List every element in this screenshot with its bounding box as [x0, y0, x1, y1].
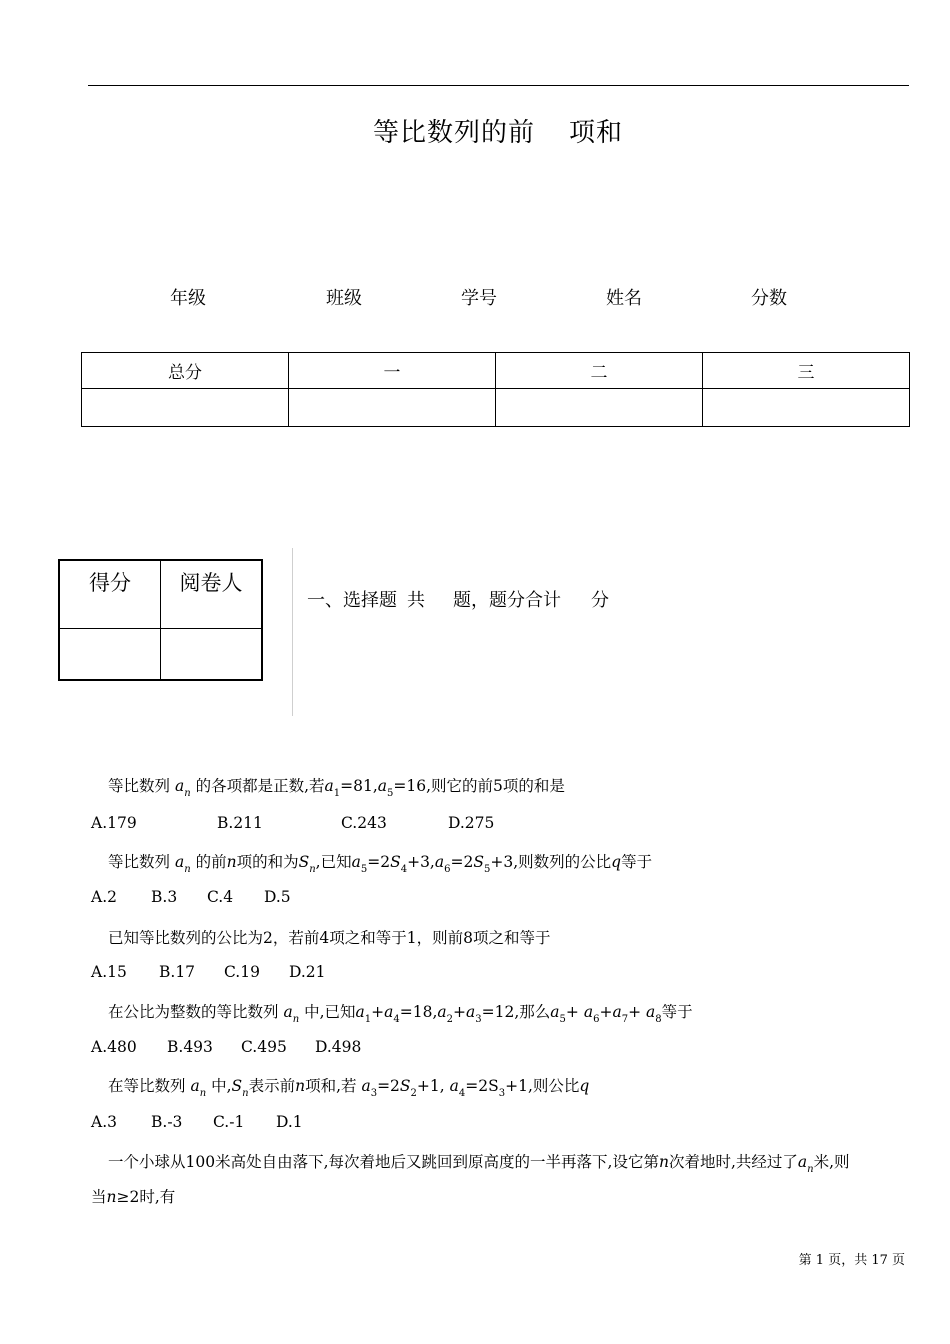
question-5-option-b: B.-3: [151, 1113, 183, 1131]
question-4-option-d: D.498: [315, 1038, 362, 1056]
question-1-option-d: D.275: [448, 814, 495, 832]
question-2-option-a: A.2: [91, 888, 117, 906]
question-3-option-d: D.21: [289, 963, 326, 981]
question-4-option-a: A.480: [91, 1038, 137, 1056]
question-2-option-b: B.3: [151, 888, 178, 906]
score-header-total: 总分: [82, 353, 289, 389]
score-cell-total: [82, 389, 289, 427]
question-5-option-c: C.-1: [213, 1113, 245, 1131]
page-title: 等比数列的前 项和: [372, 118, 624, 148]
question-5-option-d: D.1: [276, 1113, 303, 1131]
question-6-stem-line1: 一个小球从100米高处自由落下,每次着地后又跳回到原高度的一半再落下,设它第n次着地时,共经过了$a_n$米,则: [108, 1153, 850, 1175]
question-5-options: [91, 1113, 303, 1131]
question-3-option-a: A.15: [91, 963, 127, 981]
section-divider: [292, 548, 293, 716]
grader-reviewer-cell: [161, 628, 263, 680]
student-no-label: 学号: [461, 288, 497, 309]
grade-label: 年级: [170, 288, 206, 309]
score-cell-3: [703, 389, 910, 427]
page-footer: 第 1 页，共 17 页: [798, 1253, 905, 1268]
score-header-1: 一: [289, 353, 496, 389]
header-rule: [88, 85, 909, 86]
score-header-3: 三: [703, 353, 910, 389]
question-4-stem: 在公比为整数的等比数列 $a_n$ 中,已知$a_1+a_4=18,a_2+a_3=12$,那么$a_5+ a_6+a_7+ a_8$等于: [108, 1003, 693, 1025]
question-2-stem: 等比数列 $a_n$ 的前n项的和为$S_n$,已知$a_5=2S_4+3,a_6=2S_5+3$,则数列的公比q等于: [108, 853, 653, 875]
question-3-option-b: B.17: [159, 963, 196, 981]
grader-score-label: 得分: [59, 560, 161, 628]
question-4-options: [91, 1038, 361, 1056]
question-4-option-c: C.495: [241, 1038, 287, 1056]
question-1-option-c: C.243: [341, 814, 387, 832]
score-cell-2: [496, 389, 703, 427]
question-3-option-c: C.19: [224, 963, 260, 981]
question-1-stem: 等比数列 $a_n$ 的各项都是正数,若$a_1=81,a_5=16$,则它的前5项的和是: [108, 777, 565, 799]
question-4-option-b: B.493: [167, 1038, 213, 1056]
grader-reviewer-label: 阅卷人: [161, 560, 263, 628]
name-label: 姓名: [606, 288, 642, 309]
class-label: 班级: [326, 288, 362, 309]
score-cell-1: [289, 389, 496, 427]
question-1-options: [91, 814, 494, 832]
grader-table: [58, 559, 263, 681]
question-1-option-b: B.211: [217, 814, 263, 832]
score-table: [81, 352, 910, 427]
question-5-option-a: A.3: [91, 1113, 117, 1131]
question-3-options: [91, 963, 326, 981]
question-5-stem: 在等比数列 $a_n$ 中$,S_n$表示前n项和,若 $a_3=2S_2+1$, $a_4=2S_3+1$,则公比q: [108, 1077, 590, 1099]
question-2-options: [91, 888, 291, 906]
grader-score-cell: [59, 628, 161, 680]
question-2-option-c: C.4: [207, 888, 234, 906]
question-6-stem-line2: 当n≥2时,有: [91, 1188, 176, 1206]
question-2-option-d: D.5: [264, 888, 291, 906]
question-3-stem: 已知等比数列的公比为2，若前4项之和等于1，则前8项之和等于: [108, 929, 551, 947]
question-1-option-a: A.179: [91, 814, 137, 832]
score-label: 分数: [751, 288, 787, 309]
score-header-2: 二: [496, 353, 703, 389]
section-heading: 一、选择题 共 题，题分合计 分: [307, 590, 609, 611]
